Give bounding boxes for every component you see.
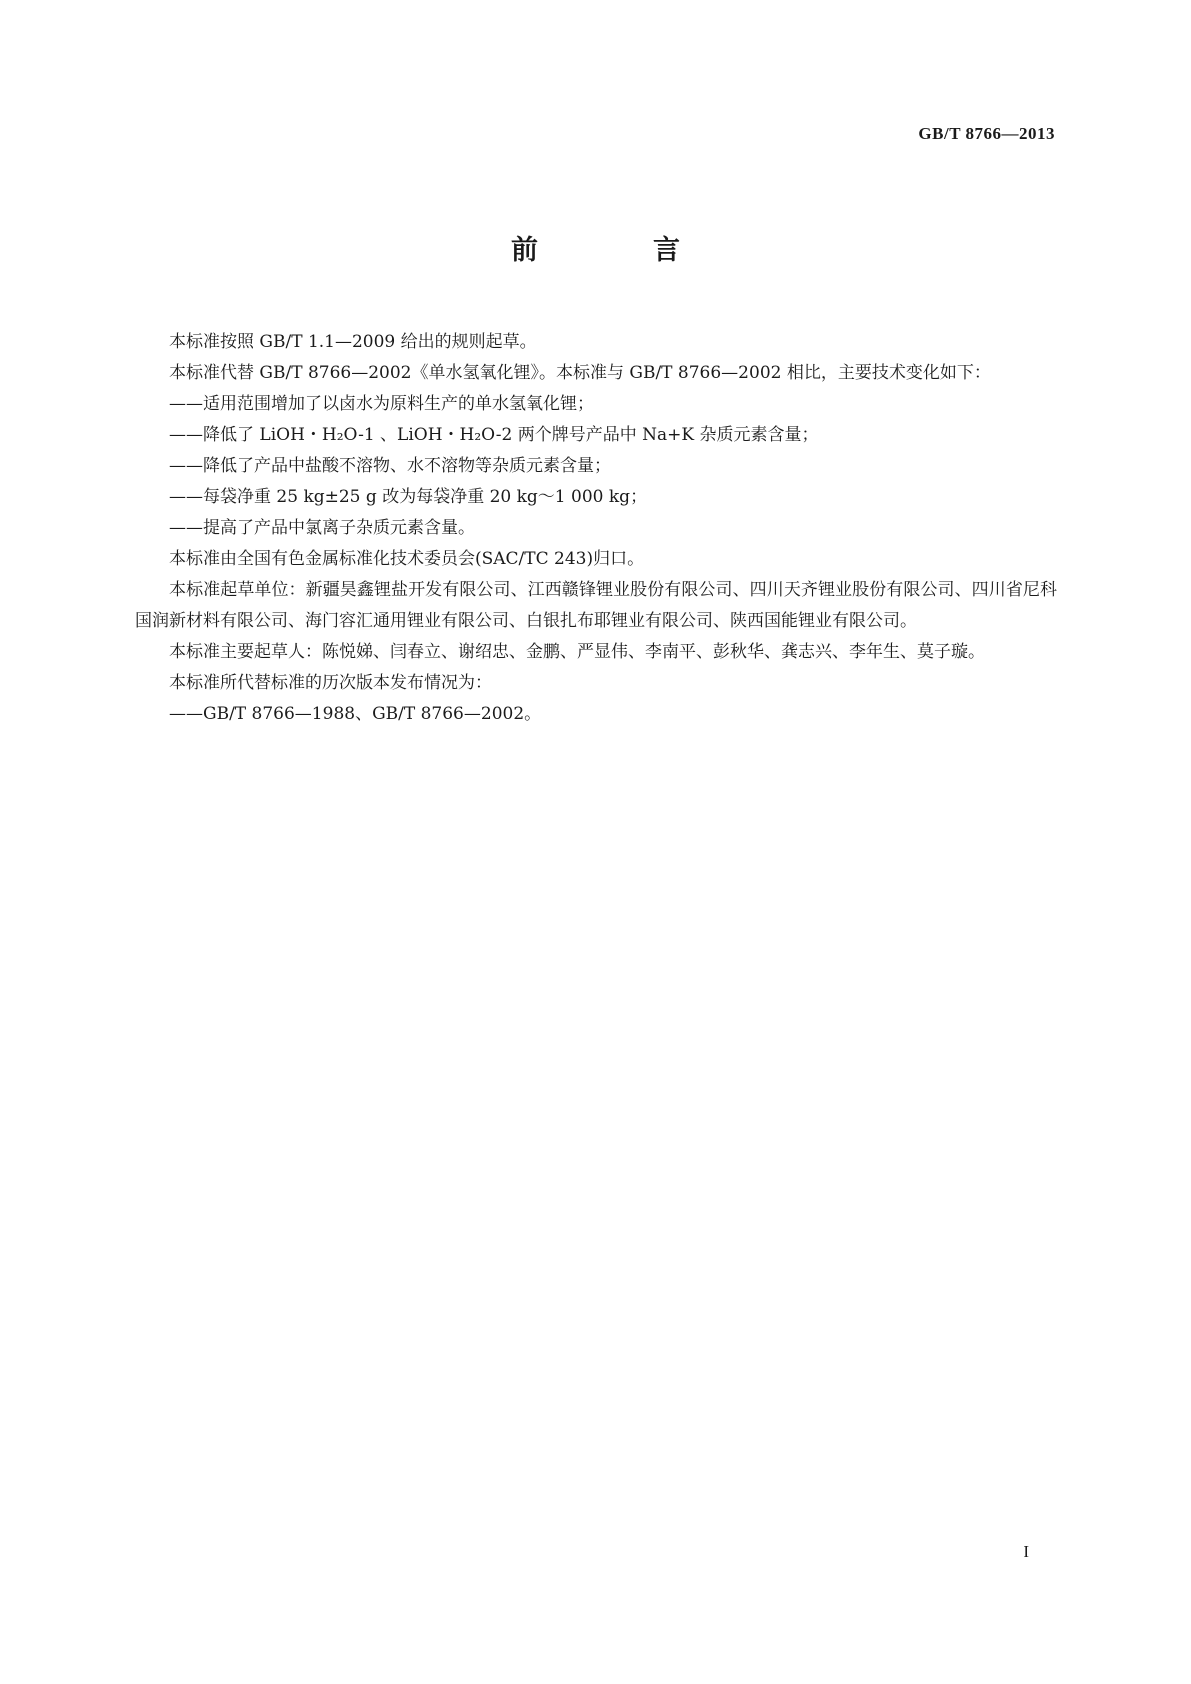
- change-item: ——降低了产品中盐酸不溶物、水不溶物等杂质元素含量；: [169, 456, 611, 476]
- paragraph-replaces: 本标准代替 GB/T 8766—2002《单水氢氧化锂》。本标准与 GB/T 8766—2002 相比，主要技术变化如下：: [169, 363, 991, 383]
- change-item: ——降低了 LiOH・H₂O-1 、LiOH・H₂O-2 两个牌号产品中 Na+K 杂质元素含量；: [169, 425, 819, 445]
- paragraph-history: 本标准所代替标准的历次版本发布情况为：: [169, 673, 492, 693]
- standard-code: GB/T 8766—2013: [918, 124, 1055, 143]
- paragraph-drafting-rules: 本标准按照 GB/T 1.1—2009 给出的规则起草。: [169, 332, 537, 352]
- paragraph-committee: 本标准由全国有色金属标准化技术委员会(SAC/TC 243)归口。: [169, 549, 645, 569]
- paragraph-drafters: 本标准主要起草人：陈悦娣、闫春立、谢绍忠、金鹏、严显伟、李南平、彭秋华、龚志兴、李年生、莫子璇。: [169, 642, 985, 662]
- paragraph-drafting-units: 本标准起草单位：新疆昊鑫锂盐开发有限公司、江西赣锋锂业股份有限公司、四川天齐锂业股份有限公司、四川省尼科国润新材料有限公司、海门容汇通用锂业有限公司、白银扎布耶锂业有限公司、陕西国能锂业有限公司。: [135, 580, 1057, 631]
- document-body: [135, 327, 1057, 730]
- page-number: I: [1023, 1542, 1029, 1561]
- page-title: 前 言: [511, 235, 724, 266]
- change-item: ——提高了产品中氯离子杂质元素含量。: [169, 518, 475, 538]
- change-item: ——适用范围增加了以卤水为原料生产的单水氢氧化锂；: [169, 394, 594, 414]
- change-item: ——每袋净重 25 kg±25 g 改为每袋净重 20 kg～1 000 kg；: [169, 487, 648, 507]
- history-item: ——GB/T 8766—1988、GB/T 8766—2002。: [169, 704, 542, 724]
